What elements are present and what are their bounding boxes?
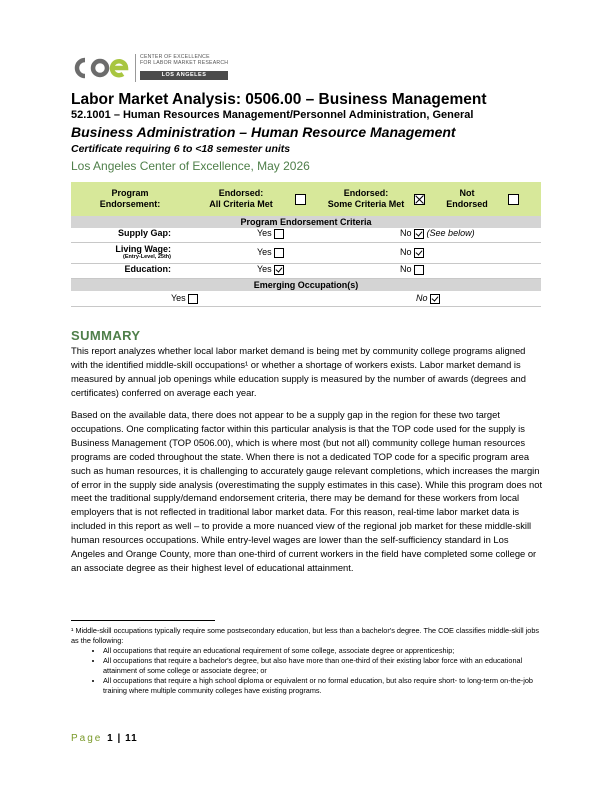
logo-text <box>140 54 228 66</box>
living-wage-row <box>71 243 541 264</box>
page-number <box>71 733 138 744</box>
coe-logo-mark <box>71 56 131 80</box>
opt-all-criteria: Endorsed: All Criteria Met <box>209 188 273 209</box>
criteria-header: Program Endorsement Criteria <box>71 216 541 228</box>
endorsement-header-row <box>71 182 541 216</box>
summary-paragraph-2: Based on the available data, there does not appear to be a supply gap in the region for these two target occupations. One complicating factor within this particular analysis is that the TOP code used for the supply is Business Management (TOP 0506.00), which is where most (but not all) community college human resources programs are coded throughout the state. When there is not a dedicated TOP code for a specific program area such as human resources, it is challenging to accurately gauge relevant completions, which increases the margin of error in the supply side analysis (overestimating the supply estimates in this case). While this program does not meet the traditional supply/demand endorsement criteria, there may be demand for these workers from local employers that is not reflected in traditional labor market data. For this reason, real-time labor market data is included in this report as well – to provide a more nuanced view of the regional job market for these middle-skill human resources occupations. While entry-level wages are lower than the self-sufficiency standard in Los Angeles and Orange County, more than one-third of current workers in the field have completed some college or an associate degree as their highest level of educational attainment. <box>71 409 543 573</box>
emerging-no[interactable]: No <box>416 293 440 304</box>
emerging-yes[interactable]: Yes <box>171 293 198 304</box>
education-no[interactable]: No <box>400 264 424 275</box>
footnote-item: • All occupations that require an educational requirement of some college, associate degree or apprenticeship; <box>103 646 541 656</box>
program-endorsement-label: Program Endorsement: <box>99 188 161 209</box>
program-name: Business Administration – Human Resource Management <box>71 124 456 140</box>
footnote-intro: ¹ Middle-skill occupations typically require some postsecondary education, but less than a bachelor's degree. The COE classifies middle-skill jobs as the following: <box>71 626 540 645</box>
supply-gap-label: Supply Gap: <box>117 228 171 238</box>
living-wage-label: Living Wage: (Entry-Level, 25th) <box>71 244 171 260</box>
source-line: Los Angeles Center of Excellence, May 2026 <box>71 159 310 173</box>
footnote-item: • All occupations that require a high school diploma or equivalent or no formal education, but also require short- to long-term on-the-job training where multiple community colleges have existing programs. <box>103 676 541 696</box>
opt-some-criteria: Endorsed: Some Criteria Met <box>327 188 405 209</box>
supply-gap-note: (See below) <box>426 228 475 238</box>
emerging-row <box>71 291 541 307</box>
footnote-item: • All occupations that require a bachelor's degree, but also have more than one-third of their existing labor force with an educational attainment of some college or associate degree; or <box>103 656 541 676</box>
education-row <box>71 264 541 279</box>
report-title: Labor Market Analysis: 0506.00 – Business Management <box>71 91 487 108</box>
living-wage-yes[interactable]: Yes <box>257 247 284 258</box>
page-current: 1 <box>107 733 114 744</box>
coe-logo <box>71 52 231 84</box>
certificate-line: Certificate requiring 6 to <18 semester units <box>71 143 291 155</box>
living-wage-sublabel: (Entry-Level, 25th) <box>123 254 171 260</box>
footnote-list <box>71 646 541 696</box>
footnote-rule <box>71 620 215 621</box>
emerging-header: Emerging Occupation(s) <box>71 279 541 291</box>
logo-region: LOS ANGELES <box>140 71 228 80</box>
opt-all-criteria-checkbox[interactable] <box>295 194 306 205</box>
opt-not-endorsed-checkbox[interactable] <box>508 194 519 205</box>
logo-line2: FOR LABOR MARKET RESEARCH <box>140 60 229 66</box>
living-wage-no[interactable]: No <box>400 247 424 258</box>
page-total: 11 <box>125 733 138 744</box>
page-label: Page <box>71 733 103 744</box>
opt-not-endorsed: Not Endorsed <box>446 188 488 209</box>
supply-gap-row <box>71 228 541 243</box>
education-label: Education: <box>124 264 171 274</box>
logo-divider <box>135 54 136 82</box>
summary-paragraph-1: This report analyzes whether local labor market demand is being met by community college programs aligned with the identified middle-skill occupations¹ or whether a shortage of workers exists. Labor market demand is measured by annual job openings while education supply is measured by the number of awards (degrees and certificates) conferred on average each year. <box>71 345 526 398</box>
logo-line1: CENTER OF EXCELLENCE <box>140 54 210 60</box>
summary-heading: SUMMARY <box>71 328 141 343</box>
education-yes[interactable]: Yes <box>257 264 284 275</box>
endorsement-table <box>71 182 541 307</box>
footnote <box>71 626 541 696</box>
opt-some-criteria-checkbox[interactable] <box>414 194 425 205</box>
cip-line: 52.1001 – Human Resources Management/Personnel Administration, General <box>71 109 474 121</box>
supply-gap-yes[interactable]: Yes <box>257 228 284 239</box>
supply-gap-no[interactable]: No (See below) <box>400 228 475 238</box>
page-separator: | <box>117 733 122 744</box>
